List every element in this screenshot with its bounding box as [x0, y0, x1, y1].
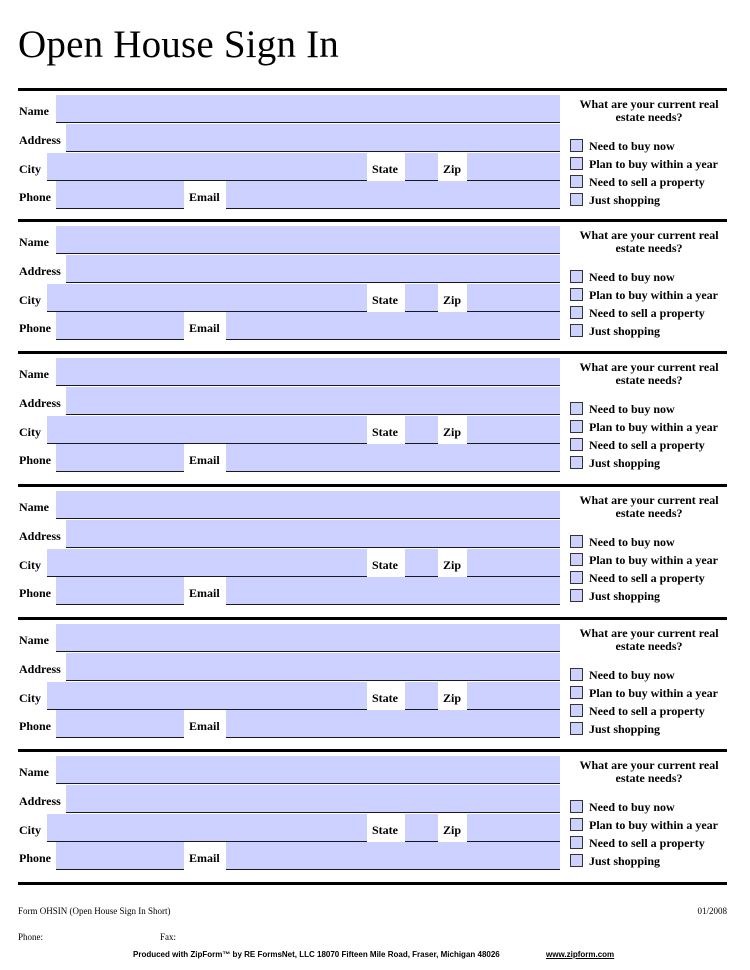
- zip-field[interactable]: [467, 549, 560, 577]
- checkbox-plan-to-buy-within-a-year[interactable]: [570, 553, 583, 566]
- phone-label: Phone: [19, 851, 52, 865]
- state-label: State: [372, 823, 398, 837]
- phone-label: Phone: [19, 586, 52, 600]
- option-label: Need to sell a property: [589, 306, 705, 320]
- name-field[interactable]: [56, 624, 560, 652]
- city-field[interactable]: [47, 682, 367, 710]
- city-field[interactable]: [47, 153, 367, 181]
- city-field[interactable]: [47, 284, 367, 312]
- phone-field[interactable]: [56, 312, 184, 340]
- option-label: Need to sell a property: [589, 704, 705, 718]
- address-field[interactable]: [66, 520, 560, 548]
- address-label: Address: [19, 264, 61, 278]
- address-label: Address: [19, 662, 61, 676]
- name-field[interactable]: [56, 756, 560, 784]
- email-field[interactable]: [226, 312, 560, 340]
- signin-entry: [18, 488, 727, 618]
- email-field[interactable]: [226, 444, 560, 472]
- phone-label: Phone: [19, 321, 52, 335]
- address-label: Address: [19, 396, 61, 410]
- form-id: Form OHSIN (Open House Sign In Short): [18, 906, 171, 916]
- option-label: Need to sell a property: [589, 836, 705, 850]
- checkbox-need-to-buy-now[interactable]: [570, 535, 583, 548]
- checkbox-need-to-buy-now[interactable]: [570, 270, 583, 283]
- phone-field[interactable]: [56, 577, 184, 605]
- state-label: State: [372, 691, 398, 705]
- checkbox-just-shopping[interactable]: [570, 324, 583, 337]
- city-label: City: [19, 293, 41, 307]
- needs-question: What are your current real estate needs?: [579, 626, 719, 653]
- address-field[interactable]: [66, 785, 560, 813]
- option-label: Plan to buy within a year: [589, 686, 719, 700]
- name-label: Name: [19, 500, 49, 514]
- option-label: Plan to buy within a year: [589, 420, 719, 434]
- state-field[interactable]: [405, 682, 438, 710]
- zip-label: Zip: [443, 425, 462, 439]
- address-field[interactable]: [66, 387, 560, 415]
- email-label: Email: [189, 719, 220, 733]
- email-label: Email: [189, 321, 220, 335]
- address-label: Address: [19, 794, 61, 808]
- checkbox-just-shopping[interactable]: [570, 193, 583, 206]
- checkbox-plan-to-buy-within-a-year[interactable]: [570, 157, 583, 170]
- option-label: Just shopping: [589, 324, 661, 338]
- address-label: Address: [19, 133, 61, 147]
- state-field[interactable]: [405, 549, 438, 577]
- option-label: Need to sell a property: [589, 438, 705, 452]
- website-link[interactable]: www.zipform.com: [546, 950, 615, 959]
- zip-label: Zip: [443, 691, 462, 705]
- option-label: Need to sell a property: [589, 571, 705, 585]
- checkbox-need-to-buy-now[interactable]: [570, 139, 583, 152]
- address-label: Address: [19, 529, 61, 543]
- option-label: Need to buy now: [589, 139, 675, 153]
- section-divider: [18, 88, 727, 91]
- option-label: Plan to buy within a year: [589, 288, 719, 302]
- checkbox-need-to-buy-now[interactable]: [570, 402, 583, 415]
- state-label: State: [372, 425, 398, 439]
- city-label: City: [19, 558, 41, 572]
- phone-field[interactable]: [56, 444, 184, 472]
- zip-field[interactable]: [467, 682, 560, 710]
- phone-field[interactable]: [56, 710, 184, 738]
- needs-question: What are your current real estate needs?: [579, 97, 719, 124]
- checkbox-need-to-sell-property[interactable]: [570, 571, 583, 584]
- address-field[interactable]: [66, 255, 560, 283]
- email-field[interactable]: [226, 710, 560, 738]
- address-field[interactable]: [66, 653, 560, 681]
- signin-entry: [18, 355, 727, 485]
- needs-question: What are your current real estate needs?: [579, 758, 719, 785]
- name-field[interactable]: [56, 358, 560, 386]
- phone-label: Phone: [19, 453, 52, 467]
- signin-entry: [18, 92, 727, 222]
- needs-question: What are your current real estate needs?: [579, 493, 719, 520]
- needs-question: What are your current real estate needs?: [579, 228, 719, 255]
- checkbox-just-shopping[interactable]: [570, 456, 583, 469]
- option-label: Need to buy now: [589, 668, 675, 682]
- checkbox-need-to-buy-now[interactable]: [570, 800, 583, 813]
- city-field[interactable]: [47, 814, 367, 842]
- phone-field[interactable]: [56, 842, 184, 870]
- zip-field[interactable]: [467, 814, 560, 842]
- zip-label: Zip: [443, 162, 462, 176]
- zip-field[interactable]: [467, 416, 560, 444]
- option-label: Just shopping: [589, 722, 661, 736]
- needs-question: What are your current real estate needs?: [579, 360, 719, 387]
- option-label: Just shopping: [589, 854, 661, 868]
- name-field[interactable]: [56, 226, 560, 254]
- email-label: Email: [189, 586, 220, 600]
- checkbox-need-to-sell-property[interactable]: [570, 306, 583, 319]
- name-field[interactable]: [56, 95, 560, 123]
- option-label: Just shopping: [589, 193, 661, 207]
- state-field[interactable]: [405, 814, 438, 842]
- city-label: City: [19, 425, 41, 439]
- checkbox-need-to-sell-property[interactable]: [570, 704, 583, 717]
- name-field[interactable]: [56, 491, 560, 519]
- option-label: Just shopping: [589, 589, 661, 603]
- email-field[interactable]: [226, 577, 560, 605]
- name-label: Name: [19, 633, 49, 647]
- name-label: Name: [19, 235, 49, 249]
- phone-label: Phone: [19, 719, 52, 733]
- checkbox-just-shopping[interactable]: [570, 589, 583, 602]
- zip-field[interactable]: [467, 284, 560, 312]
- name-label: Name: [19, 765, 49, 779]
- zip-label: Zip: [443, 293, 462, 307]
- city-label: City: [19, 162, 41, 176]
- email-field[interactable]: [226, 181, 560, 209]
- checkbox-need-to-sell-property[interactable]: [570, 836, 583, 849]
- signin-entry: [18, 621, 727, 751]
- signin-entry: [18, 753, 727, 883]
- option-label: Plan to buy within a year: [589, 553, 719, 567]
- checkbox-just-shopping[interactable]: [570, 722, 583, 735]
- checkbox-plan-to-buy-within-a-year[interactable]: [570, 288, 583, 301]
- checkbox-need-to-sell-property[interactable]: [570, 438, 583, 451]
- phone-label: Phone: [19, 190, 52, 204]
- option-label: Need to buy now: [589, 800, 675, 814]
- checkbox-plan-to-buy-within-a-year[interactable]: [570, 686, 583, 699]
- page-title: Open House Sign In: [18, 23, 339, 66]
- option-label: Need to sell a property: [589, 175, 705, 189]
- name-label: Name: [19, 104, 49, 118]
- name-label: Name: [19, 367, 49, 381]
- state-label: State: [372, 293, 398, 307]
- state-field[interactable]: [405, 416, 438, 444]
- option-label: Plan to buy within a year: [589, 157, 719, 171]
- state-label: State: [372, 558, 398, 572]
- state-field[interactable]: [405, 284, 438, 312]
- option-label: Plan to buy within a year: [589, 818, 719, 832]
- phone-field[interactable]: [56, 181, 184, 209]
- checkbox-plan-to-buy-within-a-year[interactable]: [570, 818, 583, 831]
- email-label: Email: [189, 453, 220, 467]
- checkbox-need-to-sell-property[interactable]: [570, 175, 583, 188]
- checkbox-need-to-buy-now[interactable]: [570, 668, 583, 681]
- state-field[interactable]: [405, 153, 438, 181]
- option-label: Just shopping: [589, 456, 661, 470]
- option-label: Need to buy now: [589, 402, 675, 416]
- footer-fax-label: Fax:: [160, 932, 177, 942]
- city-label: City: [19, 691, 41, 705]
- email-field[interactable]: [226, 842, 560, 870]
- address-field[interactable]: [66, 124, 560, 152]
- zip-label: Zip: [443, 558, 462, 572]
- produced-by: Produced with ZipForm™ by RE FormsNet, LLC 18070 Fifteen Mile Road, Fraser, Michigan 48026: [133, 950, 500, 959]
- footer-phone-label: Phone:: [18, 932, 44, 942]
- signin-entry: [18, 223, 727, 353]
- state-label: State: [372, 162, 398, 176]
- checkbox-plan-to-buy-within-a-year[interactable]: [570, 420, 583, 433]
- option-label: Need to buy now: [589, 270, 675, 284]
- email-label: Email: [189, 190, 220, 204]
- city-field[interactable]: [47, 549, 367, 577]
- checkbox-just-shopping[interactable]: [570, 854, 583, 867]
- form-date: 01/2008: [697, 906, 727, 916]
- city-field[interactable]: [47, 416, 367, 444]
- zip-field[interactable]: [467, 153, 560, 181]
- city-label: City: [19, 823, 41, 837]
- option-label: Need to buy now: [589, 535, 675, 549]
- zip-label: Zip: [443, 823, 462, 837]
- email-label: Email: [189, 851, 220, 865]
